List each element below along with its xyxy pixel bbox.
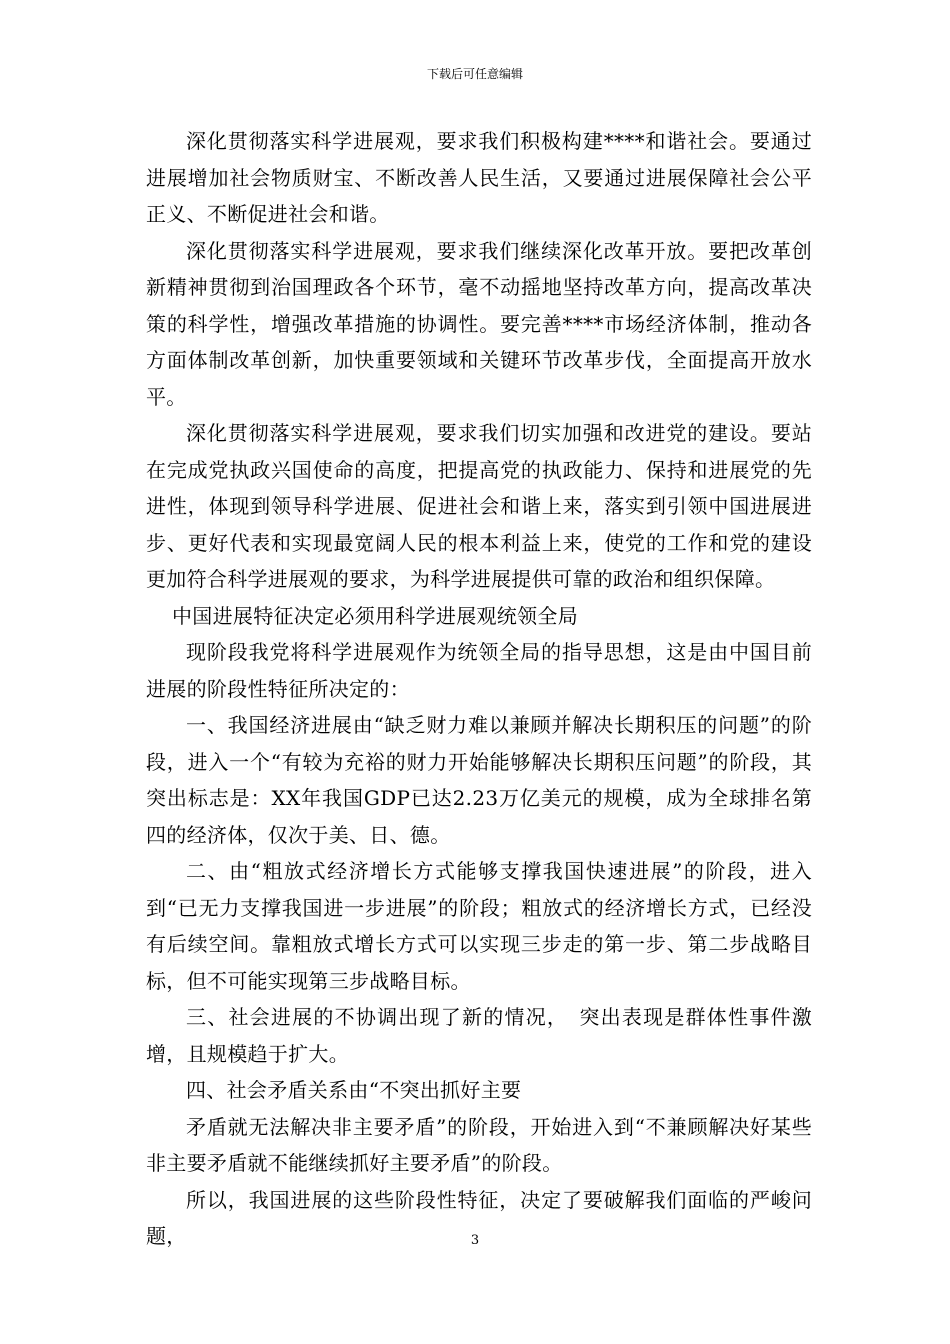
paragraph-point-three: 三、社会进展的不协调出现了新的情况， 突出表现是群体性事件激增，且规模趋于扩大。 <box>146 1005 812 1066</box>
paragraph-stage-characteristics: 现阶段我党将科学进展观作为统领全局的指导思想，这是由中国目前进展的阶段性特征所决定的： <box>146 640 812 701</box>
paragraph-reform-opening: 深化贯彻落实科学进展观，要求我们继续深化改革开放。要把改革创新精神贯彻到治国理政各个环节，毫不动摇地坚持改革方向，提高改革决策的科学性，增强改革措施的协调性。要完善****市场经济体制，推动各方面体制改革创新，加快重要领域和关键环节改革步伐，全面提高开放水平。 <box>146 238 812 409</box>
page-number: 3 <box>470 1233 480 1248</box>
paragraph-point-four-continued: 矛盾就无法解决非主要矛盾”的阶段，开始进入到“不兼顾解决好某些非主要矛盾就不能继续抓好主要矛盾”的阶段。 <box>146 1114 812 1175</box>
paragraph-point-one: 一、我国经济进展由“缺乏财力难以兼顾并解决长期积压的问题”的阶段，进入一个“有较为充裕的财力开始能够解决长期积压问题”的阶段，其突出标志是：XX年我国GDP已达2.23万亿美元的规模，成为全球排名第四的经济体，仅次于美、日、德。 <box>146 713 812 847</box>
document-body <box>146 123 812 1255</box>
section-heading: 中国进展特征决定必须用科学进展观统领全局 <box>172 603 578 628</box>
paragraph-harmonious-society: 深化贯彻落实科学进展观，要求我们积极构建****和谐社会。要通过进展增加社会物质财宝、不断改善人民生活，又要通过进展保障社会公平正义、不断促进社会和谐。 <box>146 129 812 226</box>
paragraph-point-four: 四、社会矛盾关系由“不突出抓好主要 <box>186 1078 522 1102</box>
paragraph-point-two: 二、由“粗放式经济增长方式能够支撑我国快速进展”的阶段，进入到“已无力支撑我国进一步进展”的阶段；粗放式的经济增长方式，已经没有后续空间。靠粗放式增长方式可以实现三步走的第一步、第二步战略目标，但不可能实现第三步战略目标。 <box>146 859 812 993</box>
page-header: 下载后可任意编辑 <box>426 67 523 81</box>
paragraph-party-building: 深化贯彻落实科学进展观，要求我们切实加强和改进党的建设。要站在完成党执政兴国使命的高度，把提高党的执政能力、保持和进展党的先进性，体现到领导科学进展、促进社会和谐上来，落实到引领中国进展进步、更好代表和实现最宽阔人民的根本利益上来，使党的工作和党的建设更加符合科学进展观的要求，为科学进展提供可靠的政治和组织保障。 <box>146 421 812 591</box>
paragraph-conclusion: 所以，我国进展的这些阶段性特征，决定了要破解我们面临的严峻问题， <box>146 1187 812 1248</box>
